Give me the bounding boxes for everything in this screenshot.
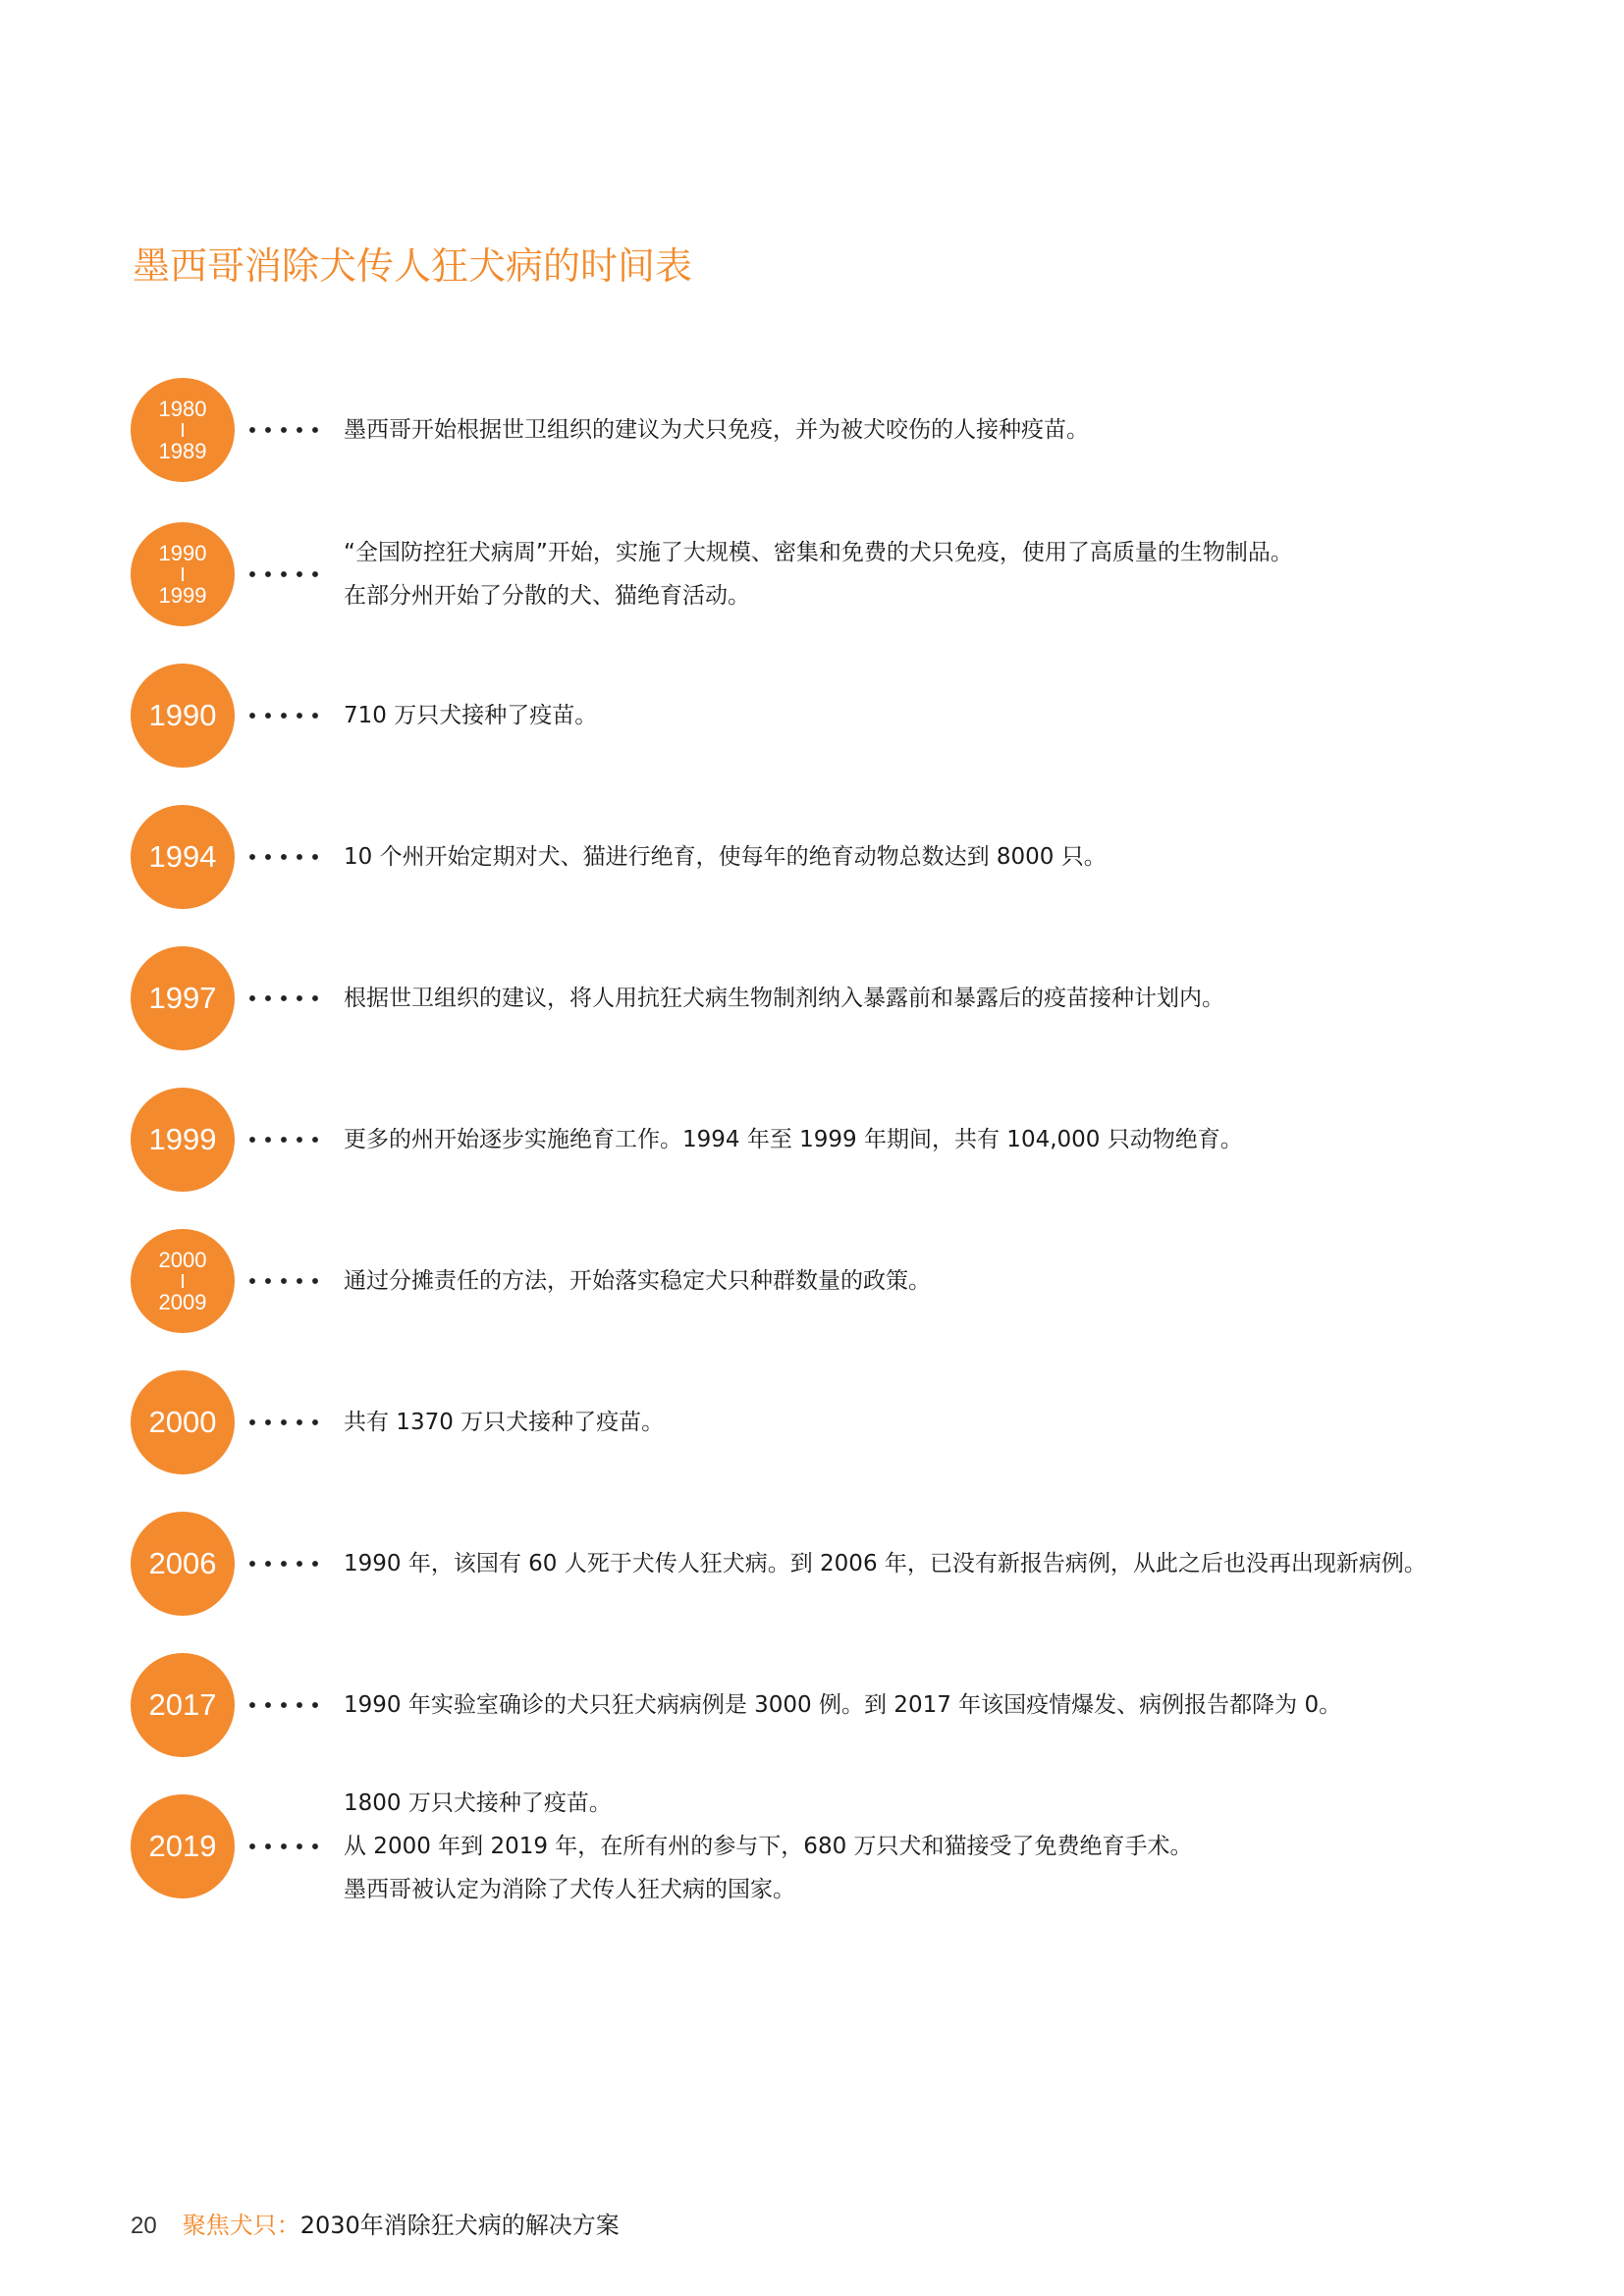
page-footer bbox=[131, 2211, 620, 2241]
timeline-entry bbox=[131, 378, 1584, 482]
dotted-connector bbox=[244, 854, 323, 860]
year-label: 1994 bbox=[148, 839, 217, 874]
page-number: 20 bbox=[131, 2213, 157, 2239]
year-label: 1999 bbox=[148, 1122, 217, 1156]
year-badge bbox=[131, 946, 235, 1050]
entry-description bbox=[344, 1401, 664, 1444]
timeline-entry bbox=[131, 1088, 1584, 1192]
year-badge bbox=[131, 1088, 235, 1192]
year-badge bbox=[131, 1370, 235, 1474]
range-divider bbox=[182, 1274, 184, 1288]
description-line: 共有 1370 万只犬接种了疫苗。 bbox=[344, 1410, 665, 1435]
description-line: 更多的州开始逐步实施绝育工作。1994 年至 1999 年期间，共有 104,000 只动物绝育。 bbox=[344, 1127, 1243, 1152]
description-line: 墨西哥被认定为消除了犬传人狂犬病的国家。 bbox=[344, 1877, 795, 1902]
page-title: 墨西哥消除犬传人狂犬病的时间表 bbox=[133, 244, 693, 288]
year-badge bbox=[131, 522, 235, 626]
timeline-entry bbox=[131, 522, 1584, 626]
year-end: 2009 bbox=[158, 1289, 207, 1314]
description-line: 从 2000 年到 2019 年，在所有州的参与下，680 万只犬和猫接受了免费绝育手术。 bbox=[344, 1834, 1193, 1859]
footer-brand: 聚焦犬只： bbox=[182, 2212, 300, 2239]
timeline-entry bbox=[131, 1370, 1584, 1474]
year-label: 2006 bbox=[148, 1546, 217, 1580]
dotted-connector bbox=[244, 713, 323, 719]
range-divider bbox=[182, 567, 184, 581]
timeline-entry bbox=[131, 1512, 1584, 1616]
year-badge bbox=[131, 1229, 235, 1333]
range-divider bbox=[182, 423, 184, 437]
dotted-connector bbox=[244, 427, 323, 433]
dotted-connector bbox=[244, 1137, 323, 1143]
timeline-entry bbox=[131, 805, 1584, 909]
dotted-connector bbox=[244, 1278, 323, 1284]
dotted-connector bbox=[244, 1702, 323, 1708]
entry-description bbox=[344, 408, 1089, 452]
entry-description bbox=[344, 1782, 1193, 1911]
year-end: 1999 bbox=[158, 582, 207, 608]
year-badge bbox=[131, 1794, 235, 1898]
description-line: 根据世卫组织的建议，将人用抗狂犬病生物制剂纳入暴露前和暴露后的疫苗接种计划内。 bbox=[344, 986, 1224, 1011]
description-line: 1990 年，该国有 60 人死于犬传人狂犬病。到 2006 年，已没有新报告病例，从此之后也没再出现新病例。 bbox=[344, 1551, 1427, 1576]
year-range bbox=[159, 398, 207, 463]
entry-description bbox=[344, 531, 1293, 617]
description-line: 墨西哥开始根据世卫组织的建议为犬只免疫，并为被犬咬伤的人接种疫苗。 bbox=[344, 417, 1089, 443]
year-range bbox=[159, 1249, 207, 1314]
dotted-connector bbox=[244, 1561, 323, 1567]
description-line: “全国防控狂犬病周”开始，实施了大规模、密集和免费的犬只免疫，使用了高质量的生物制品。 bbox=[344, 540, 1293, 565]
year-end: 1989 bbox=[158, 438, 207, 463]
description-line: 在部分州开始了分散的犬、猫绝育活动。 bbox=[344, 583, 750, 609]
timeline-entry bbox=[131, 1790, 1584, 1902]
timeline-entry bbox=[131, 1653, 1584, 1757]
entry-description bbox=[344, 1683, 1341, 1727]
entry-description bbox=[344, 1259, 931, 1303]
timeline-entry bbox=[131, 1229, 1584, 1333]
year-badge bbox=[131, 378, 235, 482]
dotted-connector bbox=[244, 1419, 323, 1425]
year-label: 2000 bbox=[148, 1405, 217, 1439]
year-range bbox=[159, 542, 207, 608]
year-start: 1990 bbox=[158, 540, 207, 565]
dotted-connector bbox=[244, 571, 323, 577]
description-line: 通过分摊责任的方法，开始落实稳定犬只种群数量的政策。 bbox=[344, 1268, 931, 1294]
entry-description bbox=[344, 977, 1224, 1020]
description-line: 710 万只犬接种了疫苗。 bbox=[344, 703, 598, 728]
footer-title: 2030年消除狂犬病的解决方案 bbox=[299, 2212, 620, 2239]
year-badge bbox=[131, 664, 235, 768]
year-start: 2000 bbox=[158, 1247, 207, 1272]
description-line: 1990 年实验室确诊的犬只狂犬病病例是 3000 例。到 2017 年该国疫情爆发、病例报告都降为 0。 bbox=[344, 1692, 1342, 1718]
year-label: 1997 bbox=[148, 981, 217, 1015]
dotted-connector bbox=[244, 1843, 323, 1849]
description-line: 10 个州开始定期对犬、猫进行绝育，使每年的绝育动物总数达到 8000 只。 bbox=[344, 844, 1107, 870]
entry-description bbox=[344, 694, 597, 737]
timeline-entry bbox=[131, 664, 1584, 768]
year-badge bbox=[131, 1512, 235, 1616]
year-label: 2017 bbox=[148, 1687, 217, 1722]
entry-description bbox=[344, 1542, 1427, 1585]
year-start: 1980 bbox=[158, 396, 207, 421]
year-label: 2019 bbox=[148, 1829, 217, 1863]
dotted-connector bbox=[244, 995, 323, 1001]
description-line: 1800 万只犬接种了疫苗。 bbox=[344, 1790, 612, 1816]
year-badge bbox=[131, 805, 235, 909]
year-badge bbox=[131, 1653, 235, 1757]
entry-description bbox=[344, 1118, 1243, 1161]
timeline-entry bbox=[131, 946, 1584, 1050]
entry-description bbox=[344, 835, 1107, 879]
year-label: 1990 bbox=[148, 698, 217, 732]
